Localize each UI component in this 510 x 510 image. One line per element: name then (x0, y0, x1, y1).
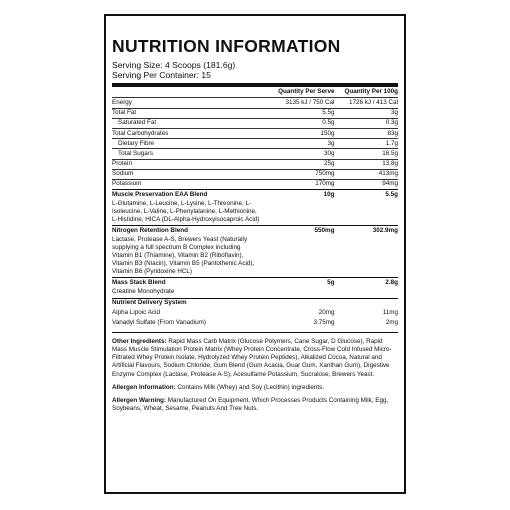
serving-info (112, 60, 398, 80)
allergen-warning-label: Allergen Warning: (112, 396, 166, 404)
nutrient-per-100g: 1726 kJ / 413 Cal (334, 98, 398, 108)
delivery-row (112, 318, 398, 328)
nutrient-per-serve: 0.5g (259, 118, 334, 128)
blend-per-100g: 5.5g (334, 190, 398, 200)
nutrient-per-100g: 413mg (334, 169, 398, 179)
blend-header-row (112, 278, 398, 288)
blank-cell (259, 288, 334, 298)
blank-cell (334, 199, 398, 225)
nutrient-label: Dietary Fibre (112, 139, 259, 149)
header-spacer (112, 87, 259, 98)
nutrient-per-100g: 16.5g (334, 149, 398, 159)
nutrient-per-serve: 30g (259, 149, 334, 159)
blend-header-row (112, 190, 398, 200)
blank-cell (334, 288, 398, 298)
nutrient-per-serve: 3135 kJ / 750 Cal (259, 98, 334, 108)
nutrient-label: Potassium (112, 179, 259, 189)
nutrient-per-100g: 13.8g (334, 159, 398, 169)
blend-per-100g: 302.9mg (334, 226, 398, 236)
blend-per-serve: 10g (259, 190, 334, 200)
nutrient-per-serve: 25g (259, 159, 334, 169)
header-per-100g: Quantity Per 100g (334, 87, 398, 98)
blank-cell (259, 235, 334, 277)
nutrient-per-100g: 3g (334, 108, 398, 118)
nutrient-per-serve: 3g (259, 139, 334, 149)
delivery-item-label: Vanadyl Sulfate (From Vanadium) (112, 318, 206, 326)
other-ingredients (112, 338, 398, 379)
blend-per-100g: 2.8g (334, 278, 398, 288)
blend-ingredients-row (112, 288, 398, 298)
nutrient-label: Total Sugars (112, 149, 259, 159)
allergen-information-label: Allergen Information: (112, 383, 176, 391)
nutrient-row (112, 108, 398, 118)
blank-cell (259, 199, 334, 225)
nutrient-row (112, 98, 398, 108)
other-ingredients-label: Other Ingredients: (112, 337, 167, 345)
nutrient-per-serve: 5.5g (259, 108, 334, 118)
ingredients-section (112, 332, 398, 414)
nutrient-per-100g: 94mg (334, 179, 398, 189)
nutrition-table (112, 87, 398, 328)
nutrient-label: Total Carbohydrates (112, 128, 259, 138)
delivery-header-row (112, 298, 398, 308)
panel-title: NUTRITION INFORMATION (112, 36, 341, 56)
blend-ingredients: Lactase, Protease A-S, Brewers Yeast (Naturally supplying a full spectrum B Complex including Vitamin B1 (Thiamine), Vitamin B2 (Riboflavin), Vitamin B3 (Niacin), Vitamin B5 (Pantothenic Acid), Vitamin B6 (Pyridoxine HCL) (112, 236, 255, 276)
nutrient-label: Saturated Fat (112, 118, 259, 128)
blend-name: Muscle Preservation EAA Blend (112, 190, 259, 200)
nutrient-per-serve: 150g (259, 128, 334, 138)
nutrient-row (112, 139, 398, 149)
other-ingredients-text: Rapid Mass Carb Matrix (Glucose Polymers, Cane Sugar, D Glucose), Rapid Mass Muscle Stimulation Protein Matrix (Whey Protein Concentrate, Cross-Flow Cold Infused Micro-Filtrated Whey Protein Isolate, Hydrolyzed Whey Protein Peptides), Alkalized Cocoa, Natural and Artificial Flavours, Sodium Chloride, Gum Blend (Gum Acacia, Guar Gum, Xanthan Gum), Digestive Enzyme Complex (Lactase, Protease A-S), Acesulfame Potassium, Sucralose, Brewers Yeast. (112, 337, 392, 378)
nutrient-row (112, 169, 398, 179)
blend-ingredients-row (112, 199, 398, 225)
blend-per-serve: 550mg (259, 226, 334, 236)
delivery-item-per-serve: 20mg (318, 308, 335, 316)
blend-ingredients: Creatine Monohydrate (112, 288, 175, 296)
delivery-row (112, 308, 398, 318)
nutrient-label: Sodium (112, 169, 259, 179)
nutrient-per-serve: 750mg (259, 169, 334, 179)
allergen-warning (112, 397, 398, 413)
blend-name: Mass Stack Blend (112, 278, 259, 288)
blend-header-row (112, 226, 398, 236)
nutrient-row (112, 118, 398, 128)
nutrient-label: Protein (112, 159, 259, 169)
nutrient-per-100g: 1.7g (334, 139, 398, 149)
delivery-name: Nutrient Delivery System (112, 298, 398, 308)
blend-name: Nitrogen Retention Blend (112, 226, 259, 236)
blank-cell (334, 235, 398, 277)
blend-ingredients-row (112, 235, 398, 277)
nutrient-per-100g: 83g (334, 128, 398, 138)
nutrient-row (112, 179, 398, 189)
nutrient-label: Total Fat (112, 108, 259, 118)
servings-per-container: Serving Per Container: 15 (112, 70, 211, 80)
delivery-item-per-serve: 3.75mg (313, 318, 335, 326)
allergen-information (112, 384, 398, 392)
blend-ingredients: L-Glutamine, L-Leucine, L-Lysine, L-Threonine, L-Isoleucine, L-Valine, L-Phenylalanine, L-Methionine, L-Histidine, HICA (DL-Alpha-Hydroxyisocaproic Acid) (112, 200, 260, 224)
header-per-serve: Quantity Per Serve (259, 87, 334, 98)
nutrient-row (112, 159, 398, 169)
blend-per-serve: 5g (259, 278, 334, 288)
nutrient-per-100g: 0.3g (334, 118, 398, 128)
nutrition-panel (104, 14, 406, 494)
delivery-item-per-100g: 2mg (385, 318, 398, 326)
nutrient-row (112, 149, 398, 159)
allergen-information-text: Contains Milk (Whey) and Soy (Lecithin) ingredients. (177, 383, 325, 391)
table-header (112, 87, 398, 98)
nutrient-row (112, 128, 398, 138)
serving-size: Serving Size: 4 Scoops (181.6g) (112, 60, 236, 70)
nutrient-label: Energy (112, 98, 259, 108)
delivery-item-per-100g: 11mg (382, 308, 398, 316)
allergen-warning-text: Manufactured On Equipment, Which Processes Products Containing Milk, Egg, Soybeans, Wheat, Sesame, Peanuts And Tree Nuts. (112, 396, 389, 413)
nutrient-per-serve: 170mg (259, 179, 334, 189)
delivery-item-label: Alpha Lipoic Acid (112, 308, 160, 316)
